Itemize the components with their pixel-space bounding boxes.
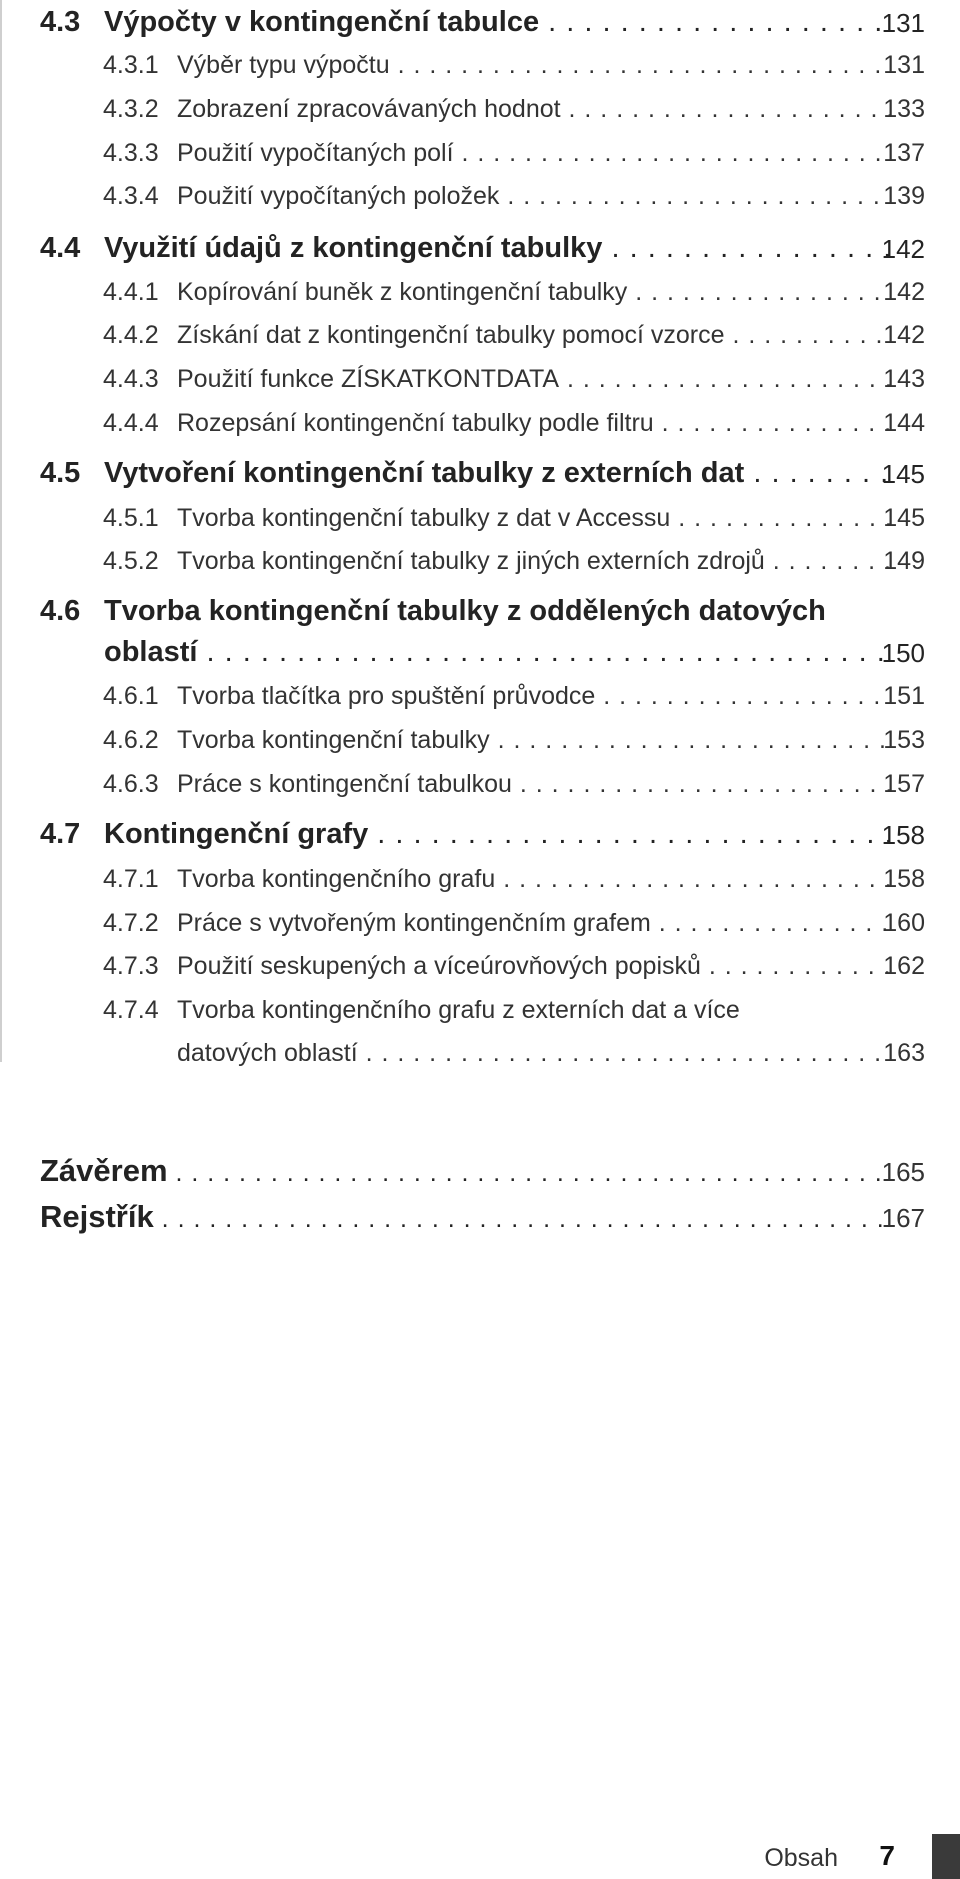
toc-entry-number: 4.4 xyxy=(40,232,81,264)
toc-entry-number: 4.3.1 xyxy=(103,51,159,79)
toc-entry-number: 4.4.4 xyxy=(103,409,159,437)
toc-entry-number: 4.3.2 xyxy=(103,95,159,123)
toc-entry-page: 157 xyxy=(883,770,925,798)
toc-entry-number: 4.4.3 xyxy=(103,365,159,393)
toc-entry-page: 165 xyxy=(881,1157,925,1187)
toc-entry-title: Získání dat z kontingenční tabulky pomocí vzorce . . . xyxy=(177,313,890,357)
toc-entry-4-3-3[interactable] xyxy=(0,131,960,175)
toc-entry-title: Rozepsání kontingenční tabulky podle filtru . . . xyxy=(177,401,890,445)
toc-entry-title: Výběr typu výpočtu . . . xyxy=(177,43,890,87)
toc-entry-page: 158 xyxy=(881,820,925,850)
toc-entry-page: 145 xyxy=(883,504,925,532)
toc-entry-4-6-1[interactable] xyxy=(0,674,960,718)
toc-entry-title: Použití funkce ZÍSKATKONTDATA . . . xyxy=(177,357,890,401)
toc-entry-page: 133 xyxy=(883,95,925,123)
toc-entry-page: 158 xyxy=(883,865,925,893)
toc-entry-number: 4.6.3 xyxy=(103,770,159,798)
toc-entry-4-4-3[interactable] xyxy=(0,357,960,401)
toc-entry-title-continuation: datových oblastí . . . xyxy=(177,1031,890,1075)
toc-entry-page: 142 xyxy=(881,234,925,264)
toc-entry-title: Vytvoření kontingenční tabulky z externích dat . . . xyxy=(104,451,890,495)
toc-entry-number: 4.5.2 xyxy=(103,547,159,575)
toc-entry-4-3[interactable] xyxy=(0,0,960,44)
toc-entry-page: 150 xyxy=(881,638,925,668)
toc-entry-page: 163 xyxy=(883,1039,925,1067)
toc-entry-number: 4.7.1 xyxy=(103,865,159,893)
toc-entry-number: 4.4.1 xyxy=(103,278,159,306)
toc-entry-page: 143 xyxy=(883,365,925,393)
toc-entry-page: 167 xyxy=(881,1203,925,1233)
page-footer xyxy=(0,1836,960,1879)
toc-entry-4-5[interactable] xyxy=(0,451,960,495)
toc-entry-number: 4.6.1 xyxy=(103,682,159,710)
toc-entry-page: 153 xyxy=(883,726,925,754)
toc-entry-4-6-2[interactable] xyxy=(0,718,960,762)
toc-entry-number: 4.6 xyxy=(40,595,81,627)
toc-entry-number: 4.3 xyxy=(40,6,81,38)
toc-entry-title: Použití seskupených a víceúrovňových popisků . . . xyxy=(177,944,890,988)
toc-entry-title: Kontingenční grafy . . . xyxy=(104,812,890,856)
toc-entry-title: Použití vypočítaných položek . . . xyxy=(177,174,890,218)
toc-entry-4-4-1[interactable] xyxy=(0,270,960,314)
toc-entry-4-7-4[interactable] xyxy=(0,988,960,1032)
toc-entry-title-continuation: oblastí . . . xyxy=(104,630,890,674)
toc-entry-4-7-4-continuation[interactable] xyxy=(0,1031,960,1075)
toc-entry-4-3-2[interactable] xyxy=(0,87,960,131)
toc-entry-title: Využití údajů z kontingenční tabulky . . . xyxy=(104,226,890,270)
toc-entry-title: Tvorba kontingenční tabulky z dat v Accessu . . . xyxy=(177,496,890,540)
toc-entry-title: Použití vypočítaných polí . . . xyxy=(177,131,890,175)
toc-entry-number: 4.3.4 xyxy=(103,182,159,210)
toc-entry-title: Kopírování buněk z kontingenční tabulky . . . xyxy=(177,270,890,314)
toc-entry-title: Tvorba tlačítka pro spuštění průvodce . . . xyxy=(177,674,890,718)
toc-entry-number: 4.7 xyxy=(40,818,81,850)
toc-entry-page: 162 xyxy=(883,952,925,980)
footer-section-label: Obsah xyxy=(764,1844,838,1872)
toc-entry-rejstrik[interactable] xyxy=(0,1194,960,1240)
toc-entry-4-7-2[interactable] xyxy=(0,901,960,945)
toc-entry-4-6-continuation[interactable] xyxy=(0,630,960,674)
toc-entry-4-7[interactable] xyxy=(0,812,960,856)
toc-entry-4-4-2[interactable] xyxy=(0,313,960,357)
toc-entry-page: 142 xyxy=(883,321,925,349)
toc-entry-page: 144 xyxy=(883,409,925,437)
toc-entry-number: 4.5 xyxy=(40,457,81,489)
toc-entry-title: Zobrazení zpracovávaných hodnot . . . xyxy=(177,87,890,131)
toc-entry-page: 149 xyxy=(883,547,925,575)
toc-entry-page: 131 xyxy=(881,8,925,38)
toc-entry-page: 151 xyxy=(883,682,925,710)
toc-entry-title: Práce s vytvořeným kontingenčním grafem . . . xyxy=(177,901,890,945)
toc-entry-title: Práce s kontingenční tabulkou . . . xyxy=(177,762,890,806)
toc-entry-page: 145 xyxy=(881,459,925,489)
toc-entry-4-4[interactable] xyxy=(0,226,960,270)
toc-entry-number: 4.6.2 xyxy=(103,726,159,754)
toc-entry-4-5-1[interactable] xyxy=(0,496,960,540)
footer-page-number: 7 xyxy=(879,1840,895,1871)
toc-entry-title: Tvorba kontingenčního grafu . . . xyxy=(177,857,890,901)
footer-marker-block xyxy=(932,1834,960,1879)
toc-entry-title: Závěrem . . . xyxy=(40,1148,890,1196)
toc-entry-title: Tvorba kontingenční tabulky . . . xyxy=(177,718,890,762)
toc-entry-title: Rejstřík . . . xyxy=(40,1194,890,1242)
toc-entry-page: 139 xyxy=(883,182,925,210)
toc-entry-number: 4.7.4 xyxy=(103,996,159,1024)
toc-entry-4-7-1[interactable] xyxy=(0,857,960,901)
toc-entry-page: 142 xyxy=(883,278,925,306)
toc-entry-title: Výpočty v kontingenční tabulce . . . xyxy=(104,0,890,44)
toc-entry-4-7-3[interactable] xyxy=(0,944,960,988)
toc-entry-4-5-2[interactable] xyxy=(0,539,960,583)
toc-entry-zaverem[interactable] xyxy=(0,1148,960,1194)
toc-entry-4-4-4[interactable] xyxy=(0,401,960,445)
toc-entry-title: Tvorba kontingenční tabulky z oddělených datových xyxy=(104,595,826,627)
toc-entry-4-6-3[interactable] xyxy=(0,762,960,806)
toc-entry-number: 4.5.1 xyxy=(103,504,159,532)
toc-entry-number: 4.7.3 xyxy=(103,952,159,980)
toc-entry-number: 4.3.3 xyxy=(103,139,159,167)
toc-entry-title: Tvorba kontingenčního grafu z externích dat a více xyxy=(177,996,740,1024)
toc-entry-number: 4.4.2 xyxy=(103,321,159,349)
toc-entry-page: 160 xyxy=(883,909,925,937)
toc-entry-4-6[interactable] xyxy=(0,589,960,633)
toc-entry-number: 4.7.2 xyxy=(103,909,159,937)
toc-entry-4-3-1[interactable] xyxy=(0,43,960,87)
toc-entry-title: Tvorba kontingenční tabulky z jiných externích zdrojů . . . xyxy=(177,539,890,583)
toc-entry-page: 131 xyxy=(883,51,925,79)
toc-entry-page: 137 xyxy=(883,139,925,167)
toc-entry-4-3-4[interactable] xyxy=(0,174,960,218)
